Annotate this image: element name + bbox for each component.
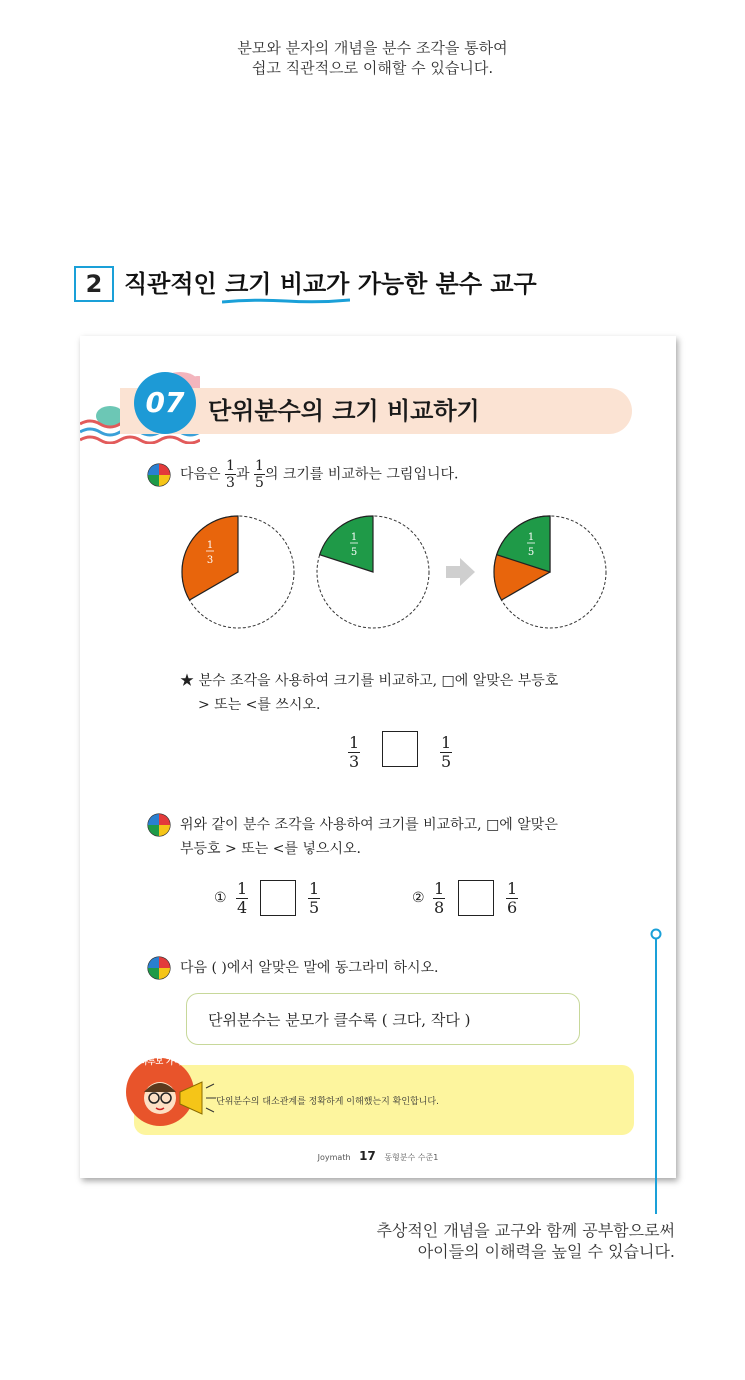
- item-1-answer-box[interactable]: [260, 880, 296, 916]
- section-title: 직관적인 크기 비교가 가능한 분수 교구: [124, 270, 537, 298]
- pie-third-num: 1: [206, 540, 214, 551]
- item-1-right-fraction: $\frac{1}{5}$: [309, 879, 320, 917]
- item-2-marker: ②: [412, 890, 425, 906]
- item-1-left-fraction: $\frac{1}{4}$: [237, 879, 248, 917]
- instruction-line-1: ★ 분수 조각을 사용하여 크기를 비교하고, □에 알맞은 부등호: [180, 673, 559, 689]
- question-2-line-1: 위와 같이 분수 조각을 사용하여 크기를 비교하고, □에 알맞은: [180, 817, 558, 833]
- closing-line-2: 아이들의 이해력을 높일 수 있습니다.: [417, 1242, 675, 1261]
- question-2-line-2: 부등호 > 또는 <를 넣으시오.: [180, 841, 361, 857]
- q1-suffix: 의 크기를 비교하는 그림입니다.: [264, 466, 459, 483]
- beach-ball-icon: [146, 812, 172, 838]
- footer-series: 동형분수 수준1: [384, 1153, 439, 1162]
- item-1-marker: ①: [214, 890, 227, 906]
- beach-ball-icon: [146, 955, 172, 981]
- pie-third-den: 3: [206, 555, 214, 566]
- pie-combined-num: 1: [527, 532, 535, 543]
- lesson-title: 단위분수의 크기 비교하기: [208, 397, 480, 425]
- fraction-pie-diagram: [180, 512, 610, 636]
- intro-line-1: 분모와 분자의 개념을 분수 조각을 통하여: [237, 39, 508, 57]
- question-1: [180, 458, 458, 491]
- question-3: 다음 ( )에서 알맞은 말에 동그라미 하시오.: [180, 960, 439, 976]
- right-arrow-icon: [446, 558, 475, 586]
- q1-fraction-b: $\frac{1}{5}$: [254, 458, 264, 491]
- intro-line-2: 쉽고 직관적으로 이해할 수 있습니다.: [251, 59, 494, 77]
- page-number: 17: [359, 1149, 376, 1163]
- answer-statement[interactable]: 단위분수는 분모가 클수록 ( 크다, 작다 ): [208, 1011, 471, 1029]
- pie-fifth-num: 1: [350, 532, 358, 543]
- item-2-answer-box[interactable]: [458, 880, 494, 916]
- footer-brand: Joymath: [317, 1153, 351, 1162]
- q1-fraction-a: $\frac{1}{3}$: [226, 458, 235, 491]
- compare-left-fraction: $\frac{1}{3}$: [349, 733, 360, 771]
- pie-fifth-den: 5: [350, 547, 358, 558]
- closing-line-1: 추상적인 개념을 교구와 함께 공부함으로써: [376, 1221, 675, 1240]
- pie-one-fifth: [317, 516, 429, 628]
- lesson-number-badge: 07: [134, 372, 196, 434]
- tip-badge: 하루모 가이드: [140, 1057, 190, 1066]
- answer-box[interactable]: [382, 731, 418, 767]
- item-2-left-fraction: $\frac{1}{8}$: [434, 879, 445, 917]
- pie-one-third: [182, 516, 294, 628]
- page-footer: [80, 1149, 676, 1163]
- instruction-line-2: > 또는 <를 쓰시오.: [198, 697, 321, 713]
- tip-text: 단위분수의 대소관계를 정확하게 이해했는지 확인합니다.: [216, 1097, 439, 1107]
- q1-conj: 과: [235, 466, 250, 483]
- section-number: 2: [74, 266, 114, 302]
- q1-prefix: 다음은: [180, 466, 221, 483]
- item-2-right-fraction: $\frac{1}{6}$: [507, 879, 518, 917]
- beach-ball-icon: [146, 462, 172, 488]
- callout-pointer: [648, 928, 664, 1214]
- intro-text: [0, 38, 745, 78]
- section-title-underline: [222, 298, 350, 304]
- closing-text: [376, 1220, 675, 1262]
- compare-right-fraction: $\frac{1}{5}$: [441, 733, 452, 771]
- pie-combined: [494, 516, 606, 628]
- pie-combined-den: 5: [527, 547, 535, 558]
